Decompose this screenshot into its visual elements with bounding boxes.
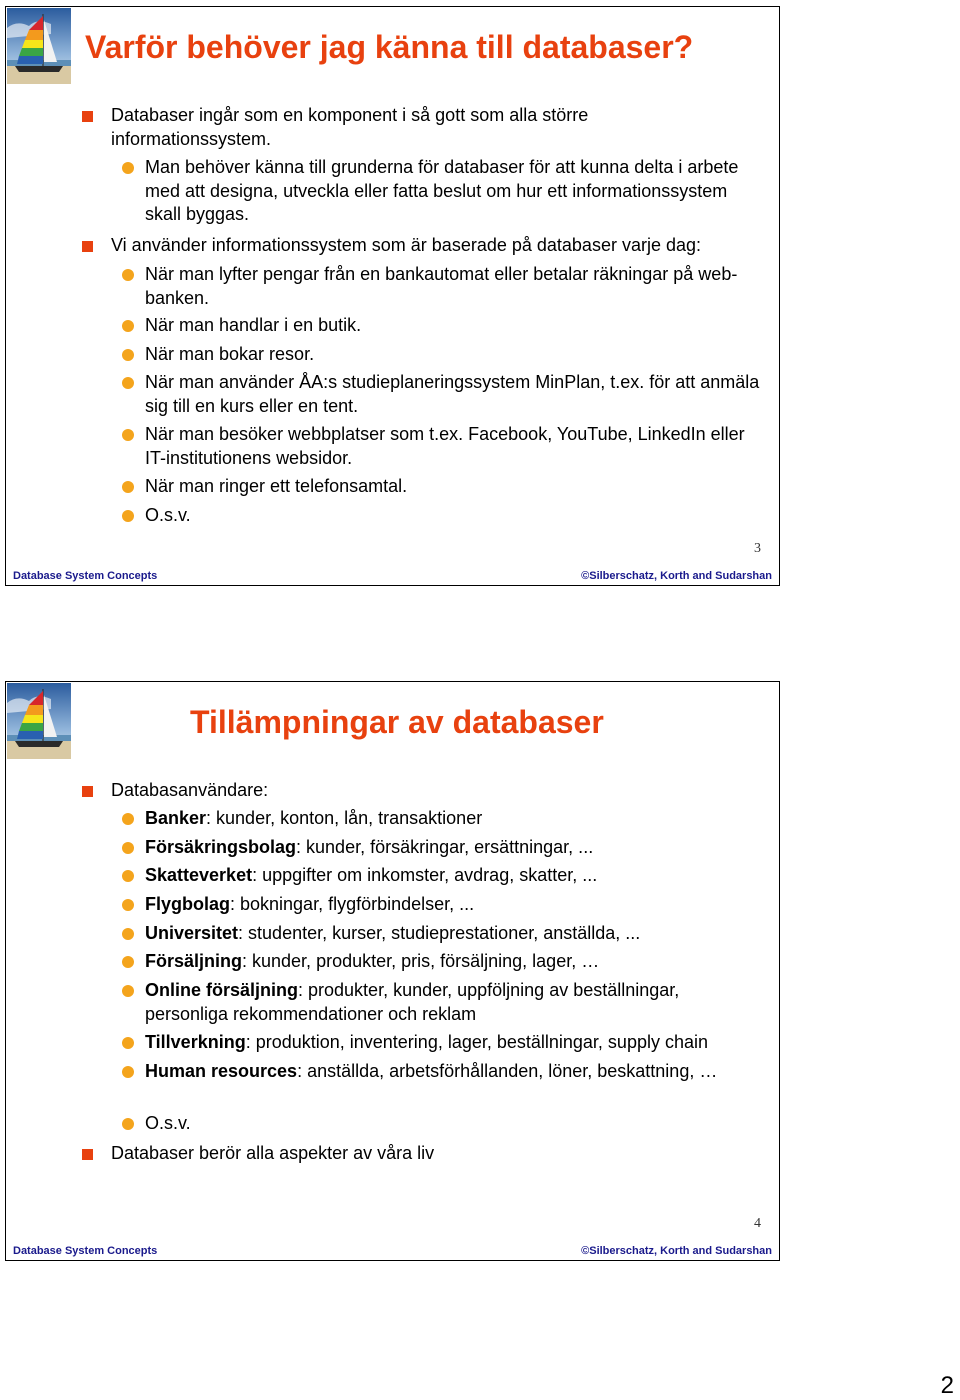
list-item <box>145 1060 760 1084</box>
list-item-text: När man bokar resor. <box>145 344 315 364</box>
list-item <box>145 314 760 338</box>
footer-copyright: ©Silberschatz, Korth and Sudarshan <box>581 1245 772 1257</box>
list-item-term: Försäljning <box>145 951 243 971</box>
bullet-list <box>6 682 781 1222</box>
sheet-page-number: 2 <box>940 1372 954 1399</box>
list-item <box>111 1142 751 1166</box>
round-bullet-icon <box>122 1037 134 1049</box>
slide-3 <box>5 6 780 586</box>
list-item-text: Vi använder informationssystem som är baserade på databaser varje dag: <box>111 235 701 255</box>
list-item-text: : anställda, arbetsförhållanden, löner, beskattning, … <box>297 1061 718 1081</box>
list-item <box>145 922 760 946</box>
list-item <box>145 979 760 1026</box>
square-bullet-icon <box>82 111 93 122</box>
slide-title: Tillämpningar av databaser <box>190 704 604 740</box>
list-item <box>145 423 760 470</box>
square-bullet-icon <box>82 241 93 252</box>
list-item <box>145 1031 760 1055</box>
round-bullet-icon <box>122 842 134 854</box>
list-item-text: : produkter, kunder, uppföljning av beställningar, personliga rekommendationer och reklam <box>145 980 680 1024</box>
list-item-term: Flygbolag <box>145 894 230 914</box>
round-bullet-icon <box>122 956 134 968</box>
page-number: 4 <box>754 1216 761 1231</box>
list-item <box>145 950 760 974</box>
list-item <box>145 1112 760 1136</box>
list-item-text: : bokningar, flygförbindelser, ... <box>230 894 475 914</box>
round-bullet-icon <box>122 162 134 174</box>
round-bullet-icon <box>122 899 134 911</box>
round-bullet-icon <box>122 510 134 522</box>
list-item-text: O.s.v. <box>145 505 191 525</box>
page-number: 3 <box>754 541 761 556</box>
list-item-text: När man besöker webbplatser som t.ex. Facebook, YouTube, LinkedIn eller IT-institutionens websidor. <box>145 424 745 468</box>
square-bullet-icon <box>82 786 93 797</box>
round-bullet-icon <box>122 269 134 281</box>
list-item <box>145 475 760 499</box>
slide-title: Varför behöver jag känna till databaser? <box>85 29 694 65</box>
list-item <box>111 779 751 803</box>
list-item-text: När man lyfter pengar från en bankautomat eller betalar räkningar på web-banken. <box>145 264 738 308</box>
round-bullet-icon <box>122 813 134 825</box>
list-item-text: : uppgifter om inkomster, avdrag, skatter, ... <box>252 865 598 885</box>
round-bullet-icon <box>122 1066 134 1078</box>
list-item-text: När man handlar i en butik. <box>145 315 362 335</box>
list-item-text: O.s.v. <box>145 1113 191 1133</box>
footer-course-title: Database System Concepts <box>13 570 158 582</box>
list-item <box>145 371 760 418</box>
round-bullet-icon <box>122 349 134 361</box>
round-bullet-icon <box>122 1118 134 1130</box>
list-item-term: Banker <box>145 808 207 828</box>
list-item <box>145 893 760 917</box>
list-item <box>145 864 760 888</box>
list-item <box>145 807 760 831</box>
slide-4 <box>5 681 780 1261</box>
footer-copyright: ©Silberschatz, Korth and Sudarshan <box>581 570 772 582</box>
round-bullet-icon <box>122 985 134 997</box>
round-bullet-icon <box>122 429 134 441</box>
list-item-term: Tillverkning <box>145 1032 246 1052</box>
list-item-term: Human resources <box>145 1061 298 1081</box>
list-item-text: : kunder, produkter, pris, försäljning, lager, … <box>242 951 600 971</box>
list-item-term: Universitet <box>145 923 239 943</box>
list-item-text: : studenter, kurser, studieprestationer, anställda, ... <box>238 923 641 943</box>
bullet-list <box>6 7 781 547</box>
round-bullet-icon <box>122 377 134 389</box>
list-item <box>145 836 760 860</box>
list-item <box>111 234 751 258</box>
list-item-text: Databasanvändare: <box>111 780 269 800</box>
list-item <box>145 504 760 528</box>
list-item-text: Man behöver känna till grunderna för databaser för att kunna delta i arbete med att designa, utveckla eller fatta beslut om hur ett informationssystem skall byggas. <box>145 157 739 224</box>
round-bullet-icon <box>122 481 134 493</box>
list-item-text: Databaser berör alla aspekter av våra liv <box>111 1143 435 1163</box>
round-bullet-icon <box>122 928 134 940</box>
list-item-term: Skatteverket <box>145 865 253 885</box>
list-item-text: : produktion, inventering, lager, beställningar, supply chain <box>245 1032 708 1052</box>
list-item <box>145 263 760 310</box>
footer-course-title: Database System Concepts <box>13 1245 158 1257</box>
list-item <box>145 343 760 367</box>
list-item-text: Databaser ingår som en komponent i så gott som alla större informationssystem. <box>111 105 589 149</box>
round-bullet-icon <box>122 870 134 882</box>
list-item <box>145 156 760 227</box>
list-item-text: : kunder, försäkringar, ersättningar, ... <box>296 837 594 857</box>
list-item-text: När man ringer ett telefonsamtal. <box>145 476 408 496</box>
list-item <box>111 104 751 151</box>
list-item-text: När man använder ÅA:s studieplaneringssystem MinPlan, t.ex. för att anmäla sig till en kurs eller en tent. <box>145 372 760 416</box>
square-bullet-icon <box>82 1149 93 1160</box>
list-item-text: : kunder, konton, lån, transaktioner <box>206 808 483 828</box>
list-item-term: Försäkringsbolag <box>145 837 297 857</box>
round-bullet-icon <box>122 320 134 332</box>
list-item-term: Online försäljning <box>145 980 299 1000</box>
